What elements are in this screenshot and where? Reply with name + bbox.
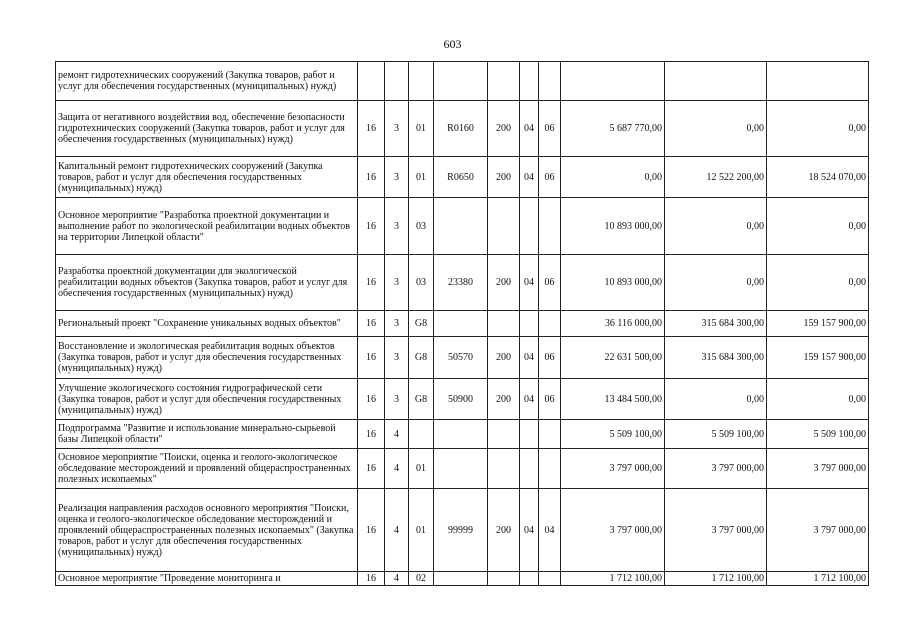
amount-year-3: 159 157 900,00 <box>767 311 869 337</box>
code-expense-type: 200 <box>488 489 520 572</box>
code-section <box>520 449 539 489</box>
amount-year-1: 22 631 500,00 <box>561 337 665 379</box>
table-row <box>56 101 869 157</box>
code-subprogram: 3 <box>385 101 409 157</box>
amount-year-3: 159 157 900,00 <box>767 337 869 379</box>
code-subsection <box>539 62 561 101</box>
amount-year-3: 1 712 100,00 <box>767 572 869 586</box>
table-row <box>56 255 869 311</box>
code-section: 04 <box>520 101 539 157</box>
row-name: Разработка проектной документации для экологической реабилитации водных объектов (Закупка товаров, работ и услуг для обеспечения государственных (муниципальных) нужд) <box>56 255 358 311</box>
amount-year-3: 5 509 100,00 <box>767 420 869 449</box>
code-chapter: 16 <box>358 198 385 255</box>
code-section: 04 <box>520 255 539 311</box>
code-event: 01 <box>409 449 434 489</box>
code-chapter: 16 <box>358 255 385 311</box>
code-event <box>409 62 434 101</box>
table-row <box>56 420 869 449</box>
amount-year-3: 0,00 <box>767 101 869 157</box>
table-row <box>56 449 869 489</box>
code-subsection <box>539 572 561 586</box>
code-direction <box>434 572 488 586</box>
table-row <box>56 379 869 420</box>
code-chapter: 16 <box>358 572 385 586</box>
row-name: Защита от негативного воздействия вод, обеспечение безопасности гидротехнических сооружений (Закупка товаров, работ и услуг для обеспечения государственных (муниципальных) нужд) <box>56 101 358 157</box>
code-event: G8 <box>409 379 434 420</box>
amount-year-1: 3 797 000,00 <box>561 449 665 489</box>
row-name: Основное мероприятие "Разработка проектной документации и выполнение работ по экологической реабилитации водных объектов на территории Липецкой области" <box>56 198 358 255</box>
code-expense-type <box>488 572 520 586</box>
row-name: Основное мероприятие "Поиски, оценка и геолого-экологическое обследование месторождений и проявлений общераспространенных полезных ископаемых" <box>56 449 358 489</box>
amount-year-1 <box>561 62 665 101</box>
code-subprogram: 4 <box>385 572 409 586</box>
table-row <box>56 157 869 198</box>
code-direction: 23380 <box>434 255 488 311</box>
code-section: 04 <box>520 337 539 379</box>
amount-year-3: 3 797 000,00 <box>767 489 869 572</box>
code-chapter: 16 <box>358 337 385 379</box>
code-event: 03 <box>409 255 434 311</box>
code-expense-type: 200 <box>488 379 520 420</box>
code-subsection: 06 <box>539 337 561 379</box>
row-name: Реализация направления расходов основного мероприятия "Поиски, оценка и геолого-экологическое обследование месторождений и проявлений общераспространенных полезных ископаемых" (Закупка товаров, работ и услуг для обеспечения государственных (муниципальных) нужд) <box>56 489 358 572</box>
amount-year-1: 36 116 000,00 <box>561 311 665 337</box>
code-expense-type <box>488 420 520 449</box>
code-subsection <box>539 198 561 255</box>
amount-year-3: 18 524 070,00 <box>767 157 869 198</box>
code-chapter: 16 <box>358 379 385 420</box>
amount-year-1: 3 797 000,00 <box>561 489 665 572</box>
table-row <box>56 337 869 379</box>
code-direction <box>434 420 488 449</box>
code-chapter <box>358 62 385 101</box>
amount-year-1: 0,00 <box>561 157 665 198</box>
amount-year-3: 0,00 <box>767 255 869 311</box>
table-row <box>56 311 869 337</box>
code-expense-type <box>488 449 520 489</box>
code-event: G8 <box>409 337 434 379</box>
code-section <box>520 420 539 449</box>
code-expense-type: 200 <box>488 101 520 157</box>
amount-year-1: 1 712 100,00 <box>561 572 665 586</box>
amount-year-2: 3 797 000,00 <box>665 449 767 489</box>
code-section: 04 <box>520 489 539 572</box>
amount-year-3: 0,00 <box>767 198 869 255</box>
amount-year-2: 3 797 000,00 <box>665 489 767 572</box>
code-subsection <box>539 420 561 449</box>
code-chapter: 16 <box>358 101 385 157</box>
code-section <box>520 62 539 101</box>
amount-year-1: 10 893 000,00 <box>561 255 665 311</box>
code-event <box>409 420 434 449</box>
code-direction: R0160 <box>434 101 488 157</box>
code-expense-type <box>488 311 520 337</box>
code-subprogram: 3 <box>385 311 409 337</box>
amount-year-1: 5 687 770,00 <box>561 101 665 157</box>
row-name: Улучшение экологического состояния гидрографической сети (Закупка товаров, работ и услуг для обеспечения государственных (муниципальных) нужд) <box>56 379 358 420</box>
code-direction <box>434 311 488 337</box>
code-subprogram: 4 <box>385 449 409 489</box>
code-subprogram: 3 <box>385 198 409 255</box>
code-direction: 99999 <box>434 489 488 572</box>
code-expense-type: 200 <box>488 255 520 311</box>
code-subsection: 06 <box>539 157 561 198</box>
code-expense-type: 200 <box>488 337 520 379</box>
code-subprogram: 3 <box>385 255 409 311</box>
code-section <box>520 198 539 255</box>
code-section <box>520 572 539 586</box>
code-chapter: 16 <box>358 311 385 337</box>
code-subprogram: 3 <box>385 379 409 420</box>
amount-year-2: 1 712 100,00 <box>665 572 767 586</box>
amount-year-2 <box>665 62 767 101</box>
row-name: Основное мероприятие "Проведение мониторинга и <box>56 572 358 586</box>
amount-year-2: 0,00 <box>665 101 767 157</box>
amount-year-1: 10 893 000,00 <box>561 198 665 255</box>
page-number: 603 <box>443 37 462 51</box>
code-event: G8 <box>409 311 434 337</box>
code-subprogram <box>385 62 409 101</box>
code-subsection <box>539 311 561 337</box>
code-subsection: 06 <box>539 379 561 420</box>
code-section <box>520 311 539 337</box>
code-expense-type <box>488 198 520 255</box>
table-row <box>56 198 869 255</box>
row-name: Подпрограмма "Развитие и использование минерально-сырьевой базы Липецкой области" <box>56 420 358 449</box>
amount-year-2: 0,00 <box>665 255 767 311</box>
code-chapter: 16 <box>358 420 385 449</box>
amount-year-3: 3 797 000,00 <box>767 449 869 489</box>
amount-year-3 <box>767 62 869 101</box>
amount-year-2: 12 522 200,00 <box>665 157 767 198</box>
code-section: 04 <box>520 157 539 198</box>
row-name: Региональный проект "Сохранение уникальных водных объектов" <box>56 311 358 337</box>
code-direction: R0650 <box>434 157 488 198</box>
budget-table <box>55 61 869 586</box>
amount-year-3: 0,00 <box>767 379 869 420</box>
amount-year-1: 5 509 100,00 <box>561 420 665 449</box>
amount-year-2: 0,00 <box>665 198 767 255</box>
code-direction <box>434 449 488 489</box>
code-expense-type <box>488 62 520 101</box>
code-direction: 50900 <box>434 379 488 420</box>
code-subsection <box>539 449 561 489</box>
code-subprogram: 4 <box>385 420 409 449</box>
code-event: 01 <box>409 157 434 198</box>
code-direction <box>434 198 488 255</box>
code-direction: 50570 <box>434 337 488 379</box>
code-event: 03 <box>409 198 434 255</box>
code-subsection: 04 <box>539 489 561 572</box>
row-name: Восстановление и экологическая реабилитация водных объектов (Закупка товаров, работ и услуг для обеспечения государственных (муниципальных) нужд) <box>56 337 358 379</box>
amount-year-2: 315 684 300,00 <box>665 337 767 379</box>
code-subprogram: 3 <box>385 157 409 198</box>
amount-year-2: 5 509 100,00 <box>665 420 767 449</box>
row-name: Капитальный ремонт гидротехнических сооружений (Закупка товаров, работ и услуг для обеспечения государственных (муниципальных) нужд) <box>56 157 358 198</box>
code-event: 01 <box>409 101 434 157</box>
row-name: ремонт гидротехнических сооружений (Закупка товаров, работ и услуг для обеспечения государственных (муниципальных) нужд) <box>56 62 358 101</box>
amount-year-2: 0,00 <box>665 379 767 420</box>
code-subprogram: 4 <box>385 489 409 572</box>
table-row <box>56 572 869 586</box>
code-chapter: 16 <box>358 489 385 572</box>
code-subsection: 06 <box>539 101 561 157</box>
amount-year-1: 13 484 500,00 <box>561 379 665 420</box>
code-event: 01 <box>409 489 434 572</box>
table-row <box>56 489 869 572</box>
amount-year-2: 315 684 300,00 <box>665 311 767 337</box>
table-row <box>56 62 869 101</box>
code-event: 02 <box>409 572 434 586</box>
code-subsection: 06 <box>539 255 561 311</box>
code-direction <box>434 62 488 101</box>
code-chapter: 16 <box>358 449 385 489</box>
code-section: 04 <box>520 379 539 420</box>
code-subprogram: 3 <box>385 337 409 379</box>
code-chapter: 16 <box>358 157 385 198</box>
code-expense-type: 200 <box>488 157 520 198</box>
